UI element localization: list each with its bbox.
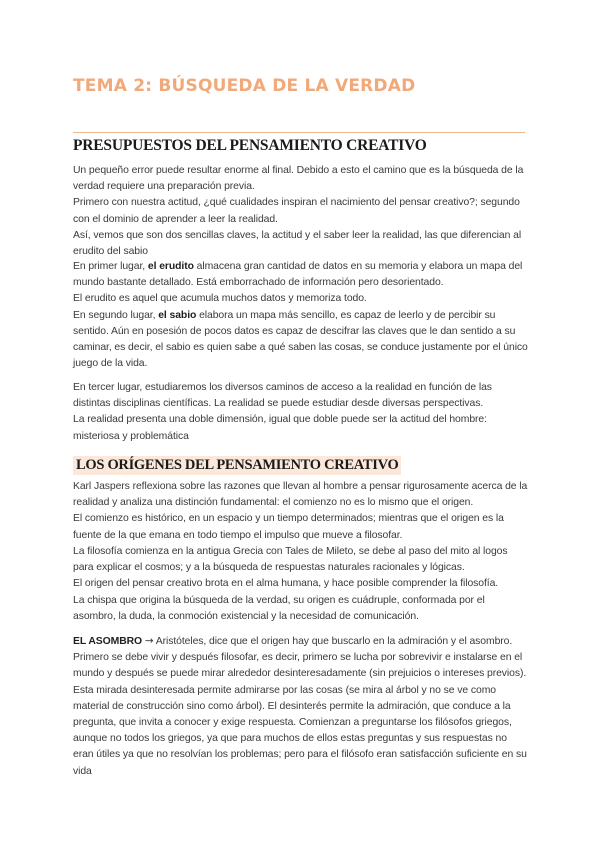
page-title: TEMA 2: BÚSQUEDA DE LA VERDAD [73,76,416,96]
term-sabio: el sabio [158,309,197,321]
asombro-paragraph-group [73,633,528,780]
paragraph-asombro: EL ASOMBRO → Aristóteles, dice que el origen hay que buscarlo en la admiración y el asombro. Primero se debe vivir y después filosofar, es decir, primero se lucha por sobrevivir e instalarse en el mundo y después se puede mirar alrededor desinteresadamente (sin prejuicios o intereses previos). Esta mirada desinteresada permite admirarse por las cosas (se mira al árbol y no se ve como material de construcción sino como árbol). El desinterés permite la admiración, que conduce a la pregunta, que invita a conocer y exige respuesta. Comienzan a preguntarse los filósofos griegos, aunque no todos los griegos, ya que para muchos de ellos estas preguntas y sus respuestas no eran útiles ya que no resolvían los problemas; pero para el filósofo eran satisfacción suficiente en su vida [73,635,527,777]
term-erudito: el erudito [147,261,194,272]
paragraph: Karl Jaspers reflexiona sobre las razones que llevan al hombre a pensar rigurosamente acerca de la realidad y analiza una distinción fundamental: el comienzo no es lo mismo que el origen. [73,481,528,509]
arrow-right-icon: → [144,635,154,647]
paragraph: El comienzo es histórico, en un espacio y un tiempo determinados; mientras que el origen es la fuente de la que emana en todo tiempo el impulso que mueve a filosofar. [73,513,504,541]
paragraph: Así, vemos que son dos sencillas claves, la actitud y el saber leer la realidad, las que diferencian al erudito del sabio [73,229,522,258]
section-heading-presupuestos: PRESUPUESTOS DEL PENSAMIENTO CREATIVO [73,137,427,154]
intro-paragraph-group [73,163,528,260]
paragraph: La realidad presenta una doble dimensión, igual que doble puede ser la actitud del hombre: misteriosa y problemática [73,414,487,442]
realidad-paragraph-group [73,380,528,445]
paragraph: En tercer lugar, estudiaremos los diversos caminos de acceso a la realidad en función de las distintas disciplinas científicas. La realidad se puede estudiar desde diversas perspectivas. [73,382,492,410]
paragraph-sabio: En segundo lugar, el sabio elabora un mapa más sencillo, es capaz de leerlo y de percibir su sentido. Aún en posesión de pocos datos es capaz de descifrar las claves que le dan sentido a su caminar, es decir, el sabio es quien sabe a qué saben las cosas, se conduce justamente por el único juego de la vida. [73,309,528,370]
paragraph: Un pequeño error puede resultar enorme al final. Debido a esto el camino que es la búsqueda de la verdad requiere una preparación previa. [73,165,524,193]
paragraph: El erudito es aquel que acumula muchos datos y memoriza todo. [73,293,367,305]
section-heading-origenes: LOS ORÍGENES DEL PENSAMIENTO CREATIVO [73,456,401,475]
jaspers-paragraph-group [73,479,528,544]
paragraph: El origen del pensar creativo brota en el alma humana, y hace posible comprender la filosofía. [73,578,499,590]
filosofia-paragraph-group [73,544,528,625]
paragraph: Primero con nuestra actitud, ¿qué cualidades inspiran el nacimiento del pensar creativo?; segundo con el dominio de aprender a leer la realidad. [73,197,520,225]
paragraph: La chispa que origina la búsqueda de la verdad, su origen es cuádruple, conformada por el asombro, la duda, la conmoción existencial y la necesidad de comunicación. [73,594,485,622]
paragraph: La filosofía comienza en la antigua Grecia con Tales de Mileto, se debe al paso del mito al logos para explicar el cosmos; y a la búsqueda de respuestas naturales racionales y lógicas. [73,546,508,574]
title-divider [73,132,525,133]
term-asombro: EL ASOMBRO [73,636,143,647]
paragraph-erudito: En primer lugar, el erudito almacena gran cantidad de datos en su memoria y elabora un mapa del mundo bastante detallado. Está emborrachado de información pero desorientado. [73,261,523,289]
erudito-sabio-paragraph-group [73,259,528,372]
